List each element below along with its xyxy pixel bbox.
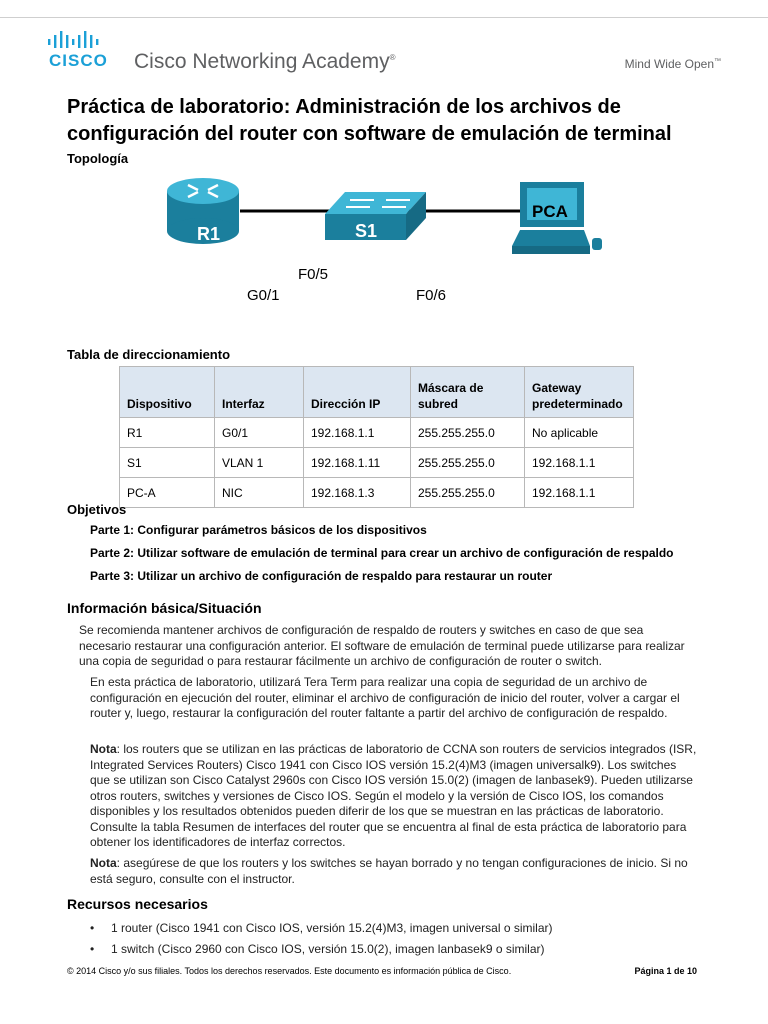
table-row (120, 478, 634, 508)
table-row (120, 448, 634, 478)
table-cell: G0/1 (215, 418, 304, 448)
port-label-g01: G0/1 (247, 287, 280, 304)
column-header: Dispositivo (120, 367, 215, 418)
objectives-heading: Objetivos (67, 502, 127, 517)
table-cell: PC-A (120, 478, 215, 508)
addressing-heading: Tabla de direccionamiento (67, 347, 231, 362)
table-row (120, 418, 634, 448)
background-paragraph-1: Se recomienda mantener archivos de configuración de respaldo de routers y switches en caso de que sea necesario restaurar una configuración anterior. El software de emulación de terminal puede utilizarse para realizar una copia de seguridad o para restaurar fácilmente un archivo de configuración de router o switch. (79, 623, 685, 668)
switch-label: S1 (355, 221, 378, 241)
note-paragraph-1: Nota: los routers que se utilizan en las prácticas de laboratorio de CCNA son routers de servicios integrados (ISR, Integrated Services Routers) Cisco 1941 con Cisco IOS versión 15.2(4)M3 (imagen universalk9). Los switches que se utilizan son Cisco Catalyst 2960s con Cisco IOS versión 15.0(2) (imagen de lanbasek9). Pueden utilizarse otros routers, switches y versiones de Cisco IOS. Según el modelo y la versión de Cisco IOS, los comandos disponibles y los resultados obtenidos pueden diferir de los que se muestran en las prácticas de laboratorio. Consulte la tabla Resumen de interfaces del router que se encuentra al final de esta práctica de laboratorio para obtener los identificadores de interfaz correctos. (90, 742, 697, 849)
table-cell: 255.255.255.0 (411, 448, 525, 478)
port-label-f06: F0/6 (416, 287, 447, 304)
page-title: Práctica de laboratorio: Administración de los archivos de configuración del router con software de emulación de terminal (67, 96, 672, 145)
cisco-brand: CISCO (49, 51, 108, 70)
list-item: • 1 router (Cisco 1941 con Cisco IOS, versión 15.2(4)M3, imagen universal o similar) (90, 921, 553, 935)
table-cell: R1 (120, 418, 215, 448)
topology-diagram (160, 176, 610, 266)
list-item: • 1 switch (Cisco 2960 con Cisco IOS, versión 15.0(2), imagen lanbasek9 o similar) (90, 942, 545, 956)
objective-item: Parte 2: Utilizar software de emulación de terminal para crear un archivo de configuración de respaldo (90, 546, 674, 560)
pc-label: PCA (532, 202, 568, 221)
table-cell: 192.168.1.1 (525, 448, 634, 478)
cisco-logo-bars-icon (47, 30, 112, 50)
table-cell: No aplicable (525, 418, 634, 448)
router-icon (167, 178, 239, 244)
router-label: R1 (197, 224, 221, 244)
column-header: Interfaz (215, 367, 304, 418)
table-cell: NIC (215, 478, 304, 508)
table-cell: S1 (120, 448, 215, 478)
column-header: Gateway predeterminado (525, 367, 634, 418)
port-label-f05: F0/5 (298, 266, 329, 283)
switch-icon (325, 192, 426, 241)
note-paragraph-2: Nota: asegúrese de que los routers y los switches se hayan borrado y no tengan configuraciones de inicio. Si no está seguro, consulte con el instructor. (90, 856, 688, 886)
table-header-row (120, 367, 634, 418)
tagline: Mind Wide Open™ (624, 57, 721, 71)
table-cell: VLAN 1 (215, 448, 304, 478)
objective-item: Parte 3: Utilizar un archivo de configuración de respaldo para restaurar un router (90, 569, 553, 583)
background-heading: Información básica/Situación (67, 600, 262, 616)
column-header: Máscara de subred (411, 367, 525, 418)
resources-heading: Recursos necesarios (67, 896, 208, 912)
table-cell: 192.168.1.3 (304, 478, 411, 508)
page-header (47, 30, 727, 80)
column-header: Dirección IP (304, 367, 411, 418)
top-rule (0, 17, 768, 18)
background-paragraph-2: En esta práctica de laboratorio, utilizará Tera Term para realizar una copia de seguridad de un archivo de configuración en ejecución del router, eliminar el archivo de configuración de inicio del router, volver a cargar el router y, luego, restaurar la configuración del router faltante a partir del archivo de configuración de respaldo. (90, 675, 680, 720)
topology-heading: Topología (67, 151, 129, 166)
page-number: Página 1 de 10 (634, 966, 697, 976)
table-cell: 192.168.1.1 (525, 478, 634, 508)
academy-name: Cisco Networking Academy® (134, 50, 396, 73)
table-cell: 192.168.1.1 (304, 418, 411, 448)
copyright-text: © 2014 Cisco y/o sus filiales. Todos los derechos reservados. Este documento es información pública de Cisco. (67, 966, 512, 976)
pc-icon (512, 182, 602, 254)
table-cell: 255.255.255.0 (411, 418, 525, 448)
objective-item: Parte 1: Configurar parámetros básicos de los dispositivos (90, 523, 427, 537)
addressing-table (119, 366, 634, 508)
table-cell: 255.255.255.0 (411, 478, 525, 508)
table-cell: 192.168.1.11 (304, 448, 411, 478)
